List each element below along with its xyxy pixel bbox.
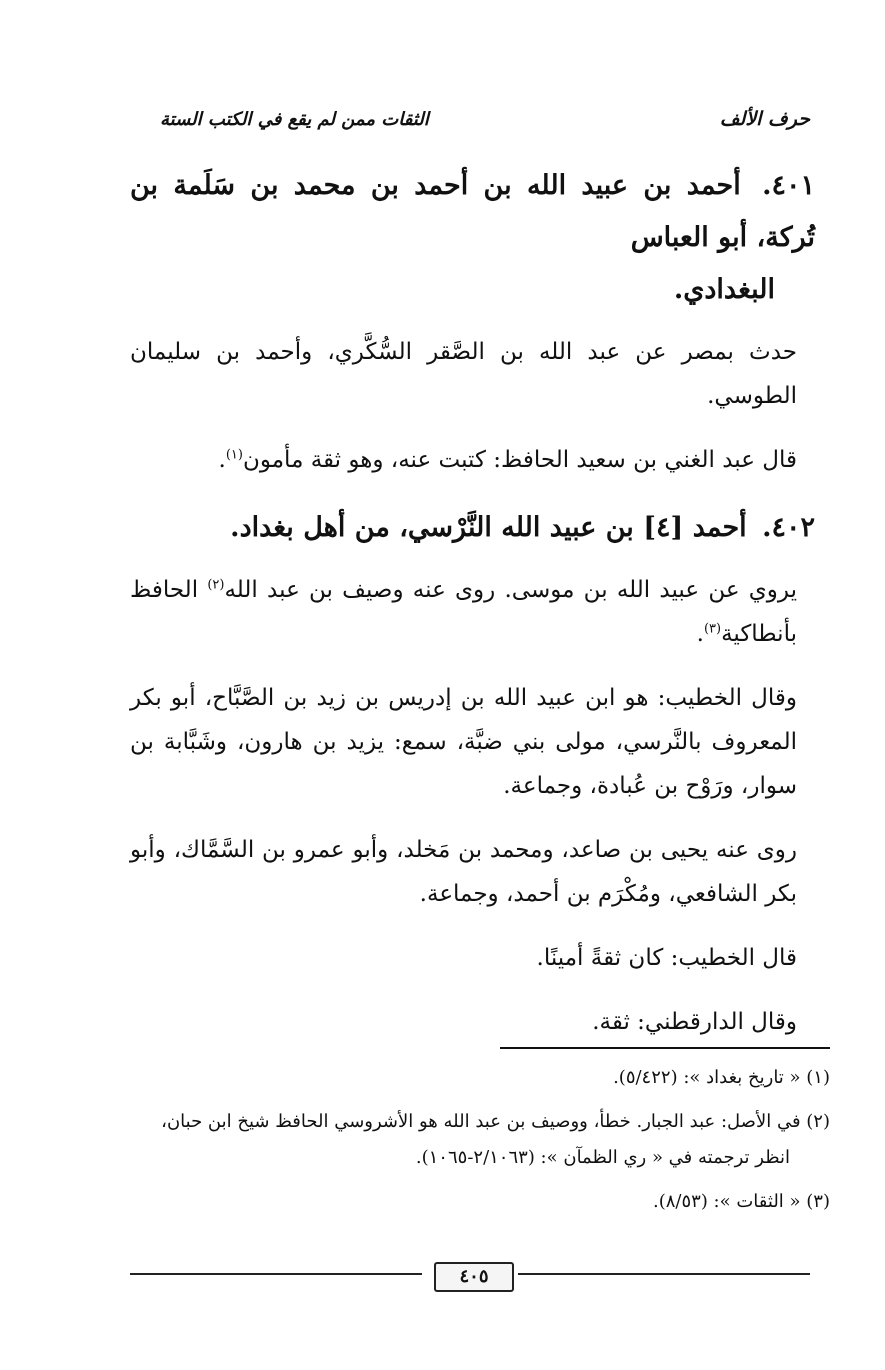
footnote-text: (٢) في الأصل: عبد الجبار. خطأ، ووصيف بن عبد الله هو الأشروسي الحافظ شيخ ابن حبان، — [161, 1111, 830, 1132]
paragraph-text: يروي عن عبيد الله بن موسى. روى عنه وصيف بن عبد الله — [224, 577, 798, 603]
paragraph-text: قال عبد الغني بن سعيد الحافظ: كتبت عنه، وهو ثقة مأمون — [242, 447, 797, 473]
entry-402-paragraph: روى عنه يحيى بن صاعد، ومحمد بن مَخلد، وأبو عمرو بن السَّمَّاك، وأبو بكر الشافعي، ومُكْرَم بن أحمد، وجماعة. — [130, 837, 797, 907]
entry-402-paragraph: قال الخطيب: كان ثقةً أمينًا. — [536, 945, 797, 971]
entry-401-title — [130, 160, 815, 316]
paragraph-end: . — [696, 621, 704, 647]
footnote-continuation: انظر ترجمته في « ري الظمآن »: (٢/١٠٦٣-١٠٦٥). — [415, 1147, 790, 1168]
paragraph-text: الحافظ بأنطاكية — [130, 577, 797, 647]
entry-number: ٤٠٢. — [762, 512, 815, 543]
footnotes — [115, 1060, 830, 1228]
footnote-2 — [115, 1104, 830, 1176]
header-book-title: الثقات ممن لم يقع في الكتب الستة — [160, 109, 429, 130]
entry-name-continuation: البغدادي. — [673, 274, 775, 305]
page-footer — [130, 1262, 810, 1302]
footnote-1: (١) « تاريخ بغداد »: (٥/٤٢٢). — [613, 1067, 830, 1088]
main-text — [130, 160, 815, 1064]
paragraph-end: . — [218, 447, 226, 473]
entry-402-paragraph — [130, 568, 815, 656]
page-number: ٤٠٥ — [434, 1262, 514, 1292]
footnote-ref[interactable]: (١) — [225, 447, 243, 463]
entry-name: أحمد بن عبيد الله بن أحمد بن محمد بن سَلَمة بن تُركة، أبو العباس — [130, 170, 815, 253]
footnote-3: (٣) « الثقات »: (٨/٥٣). — [652, 1191, 830, 1212]
header-section: حرف الألف — [719, 108, 810, 130]
running-header — [160, 108, 810, 130]
footer-rule-left — [130, 1273, 422, 1275]
entry-name: أحمد [٤] بن عبيد الله النَّرْسي، من أهل بغداد. — [230, 512, 747, 543]
entry-402-paragraph: وقال الدارقطني: ثقة. — [592, 1009, 797, 1035]
footer-rule-right — [518, 1273, 810, 1275]
entry-402-paragraph: وقال الخطيب: هو ابن عبيد الله بن إدريس بن زيد بن الصَّبَّاح، أبو بكر المعروف بالنَّرسي، مولى بني ضبَّة، سمع: يزيد بن هارون، وشَبَّابة بن سوار، ورَوْح بن عُبادة، وجماعة. — [130, 685, 797, 799]
entry-402-title — [130, 502, 815, 554]
entry-number: ٤٠١. — [762, 170, 815, 201]
footnote-ref[interactable]: (٣) — [703, 621, 722, 637]
footnote-ref[interactable]: (٢) — [207, 577, 225, 593]
footnote-divider — [500, 1047, 830, 1049]
entry-401-paragraph — [130, 438, 815, 482]
entry-401-paragraph: حدث بمصر عن عبد الله بن الصَّقر السُّكَّري، وأحمد بن سليمان الطوسي. — [130, 339, 797, 409]
